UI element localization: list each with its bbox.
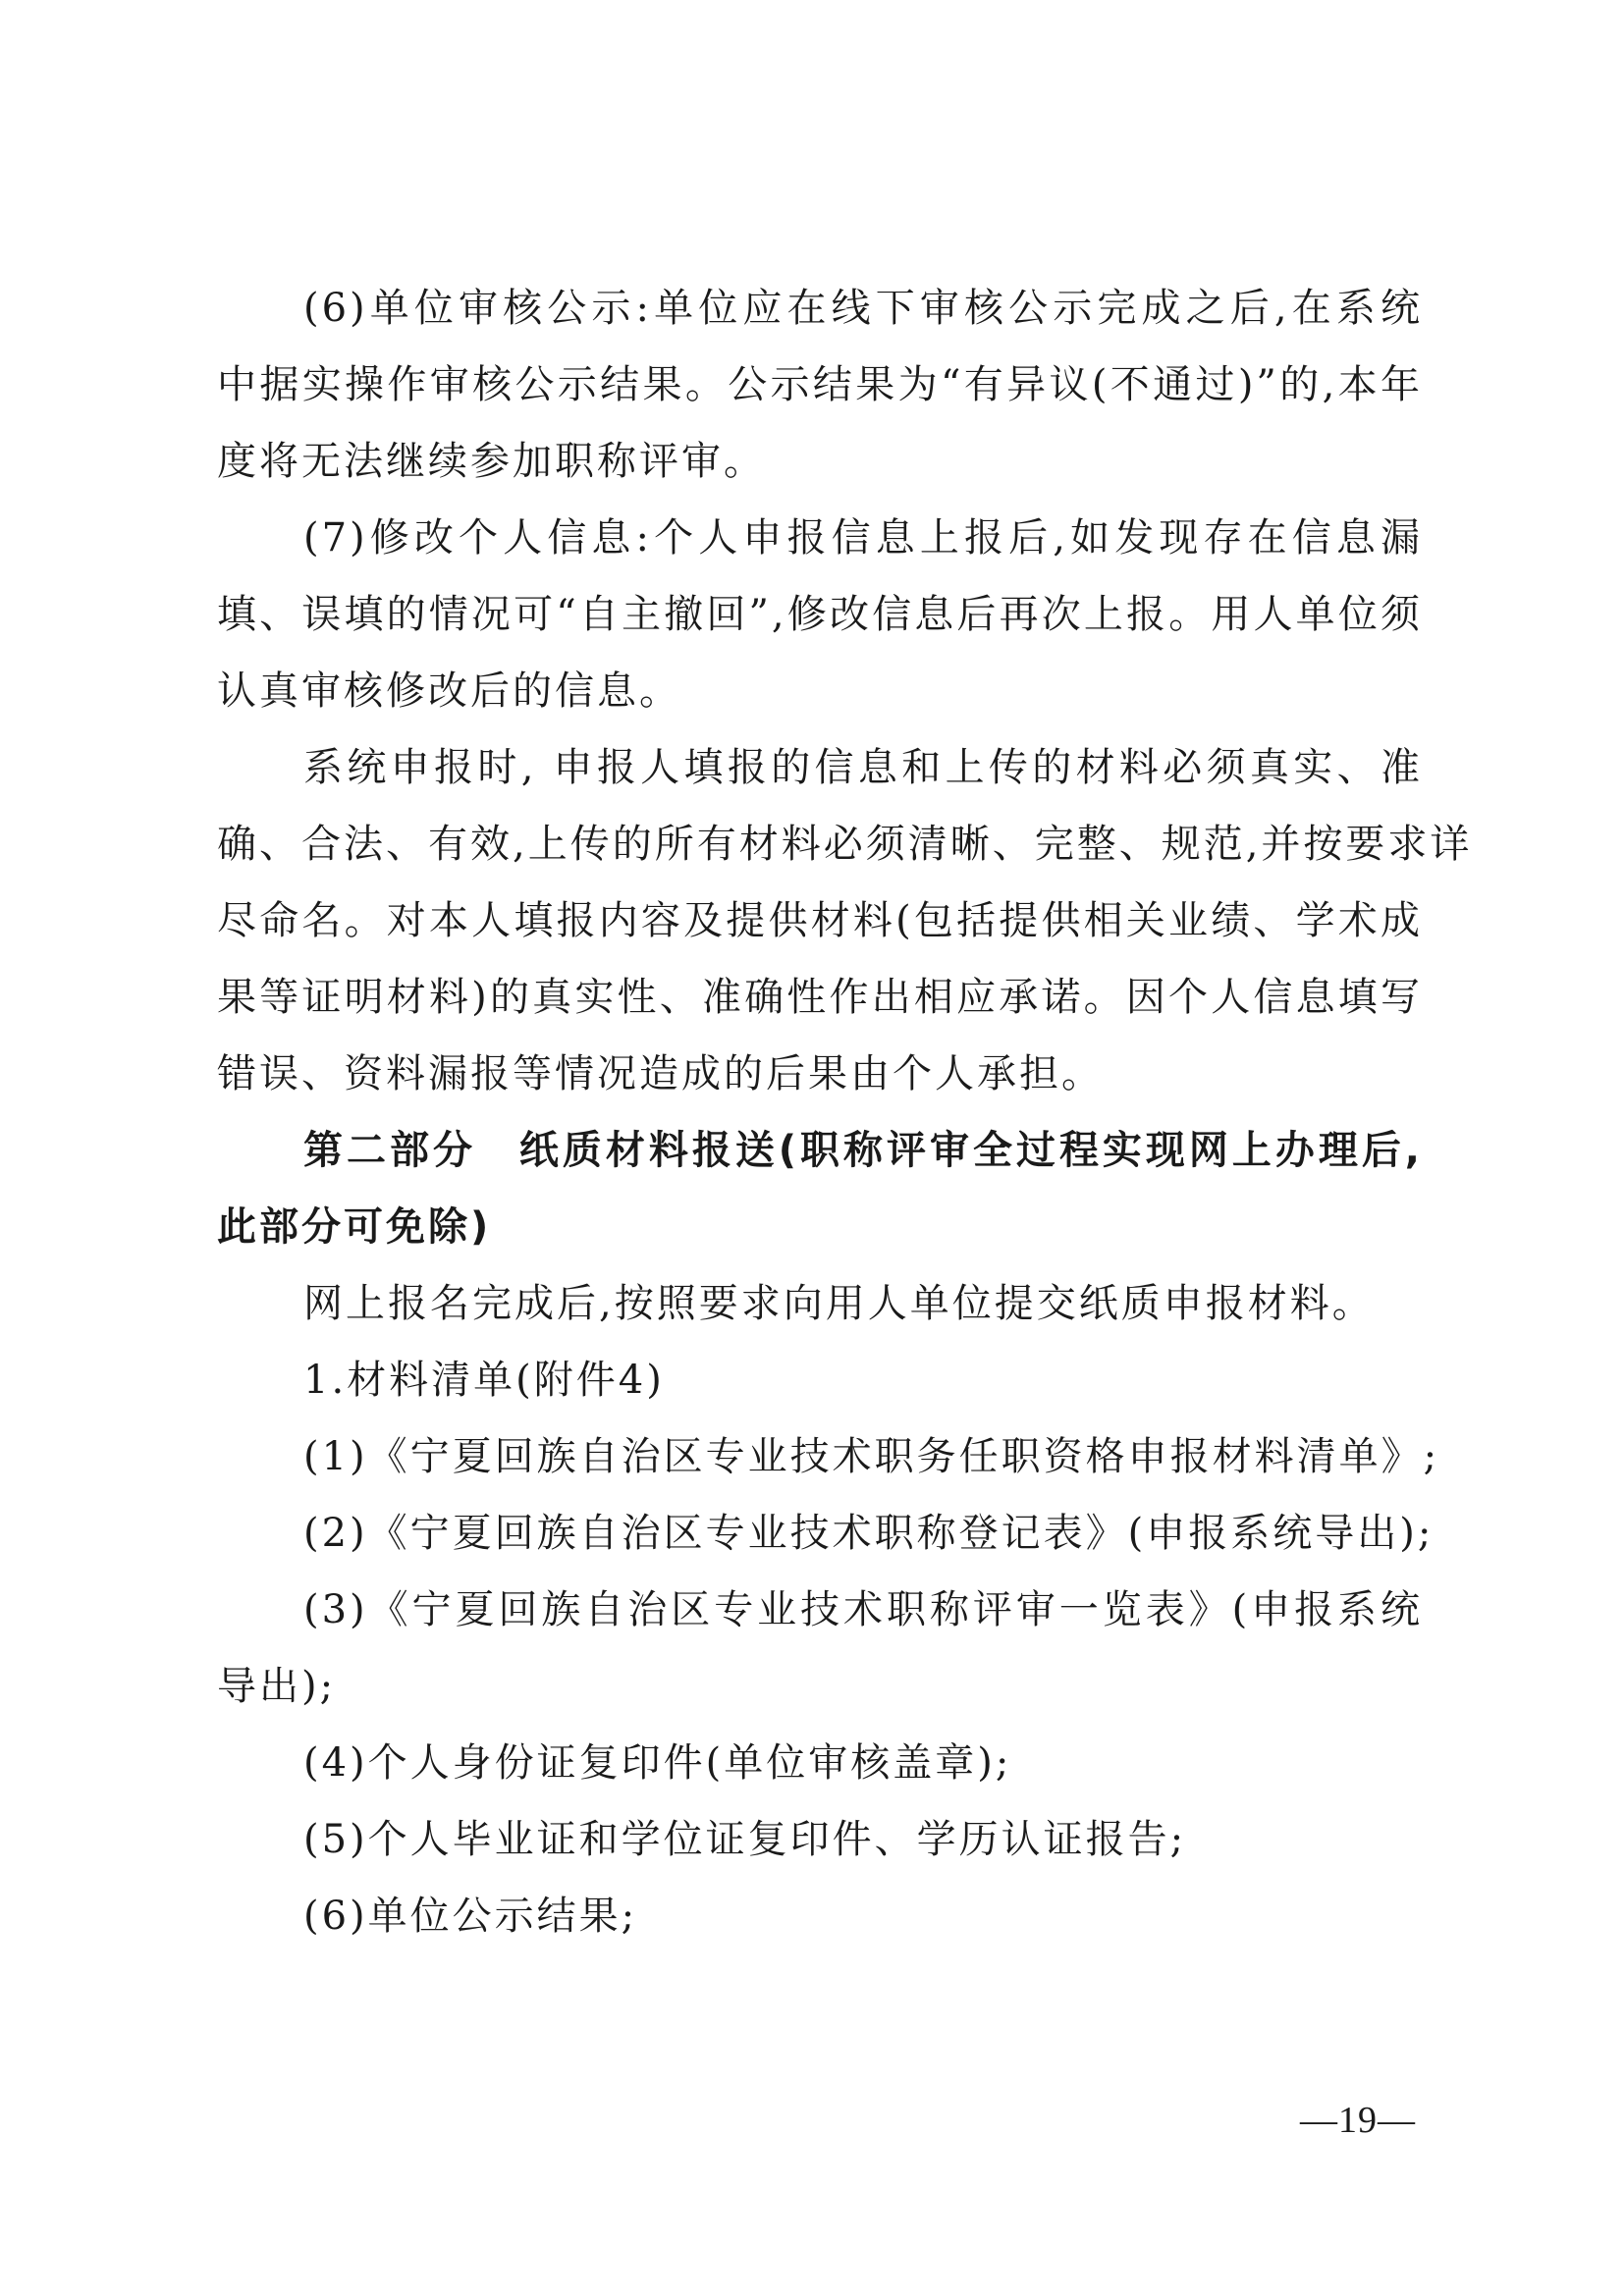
list-item: (6)单位公示结果; bbox=[303, 1894, 638, 1939]
list-item: 导出); bbox=[217, 1664, 337, 1709]
paragraph-line: 网上报名完成后,按照要求向用人单位提交纸质申报材料。 bbox=[303, 1281, 1375, 1326]
paragraph-line: 度将无法继续参加职称评审。 bbox=[217, 439, 766, 484]
list-item: (5)个人毕业证和学位证复印件、学历认证报告; bbox=[303, 1817, 1187, 1862]
paragraph-line: 尽命名。对本人填报内容及提供材料(包括提供相关业绩、学术成 bbox=[217, 898, 1423, 943]
list-item: (2)《宁夏回族自治区专业技术职称登记表》(申报系统导出); bbox=[303, 1511, 1435, 1556]
paragraph-line: 确、合法、有效,上传的所有材料必须清晰、完整、规范,并按要求详 bbox=[217, 822, 1473, 867]
body-text bbox=[217, 270, 1473, 1954]
paragraph-line: 中据实操作审核公示结果。公示结果为“有异议(不通过)”的,本年 bbox=[217, 362, 1423, 407]
paragraph-line: 认真审核修改后的信息。 bbox=[217, 668, 681, 714]
paragraph-line: 系统申报时, 申报人填报的信息和上传的材料必须真实、准 bbox=[303, 745, 1423, 790]
list-item: (3)《宁夏回族自治区专业技术职称评审一览表》(申报系统 bbox=[303, 1587, 1423, 1632]
list-item: (4)个人身份证复印件(单位审核盖章); bbox=[303, 1740, 1012, 1786]
paragraph-line: (6)单位审核公示:单位应在线下审核公示完成之后,在系统 bbox=[303, 286, 1423, 331]
section-heading: 此部分可免除) bbox=[217, 1204, 492, 1250]
page-number: —19— bbox=[1300, 2100, 1416, 2141]
section-heading: 第二部分 纸质材料报送(职称评审全过程实现网上办理后, bbox=[303, 1128, 1423, 1173]
paragraph-line: 错误、资料漏报等情况造成的后果由个人承担。 bbox=[217, 1051, 1104, 1096]
paragraph-line: 果等证明材料)的真实性、准确性作出相应承诺。因个人信息填写 bbox=[217, 975, 1423, 1020]
list-item: (1)《宁夏回族自治区专业技术职务任职资格申报材料清单》; bbox=[303, 1434, 1440, 1479]
list-heading: 1.材料清单(附件4) bbox=[303, 1358, 665, 1403]
paragraph-line: 填、误填的情况可“自主撤回”,修改信息后再次上报。用人单位须 bbox=[217, 592, 1423, 637]
paragraph-line: (7)修改个人信息:个人申报信息上报后,如发现存在信息漏 bbox=[303, 515, 1423, 561]
